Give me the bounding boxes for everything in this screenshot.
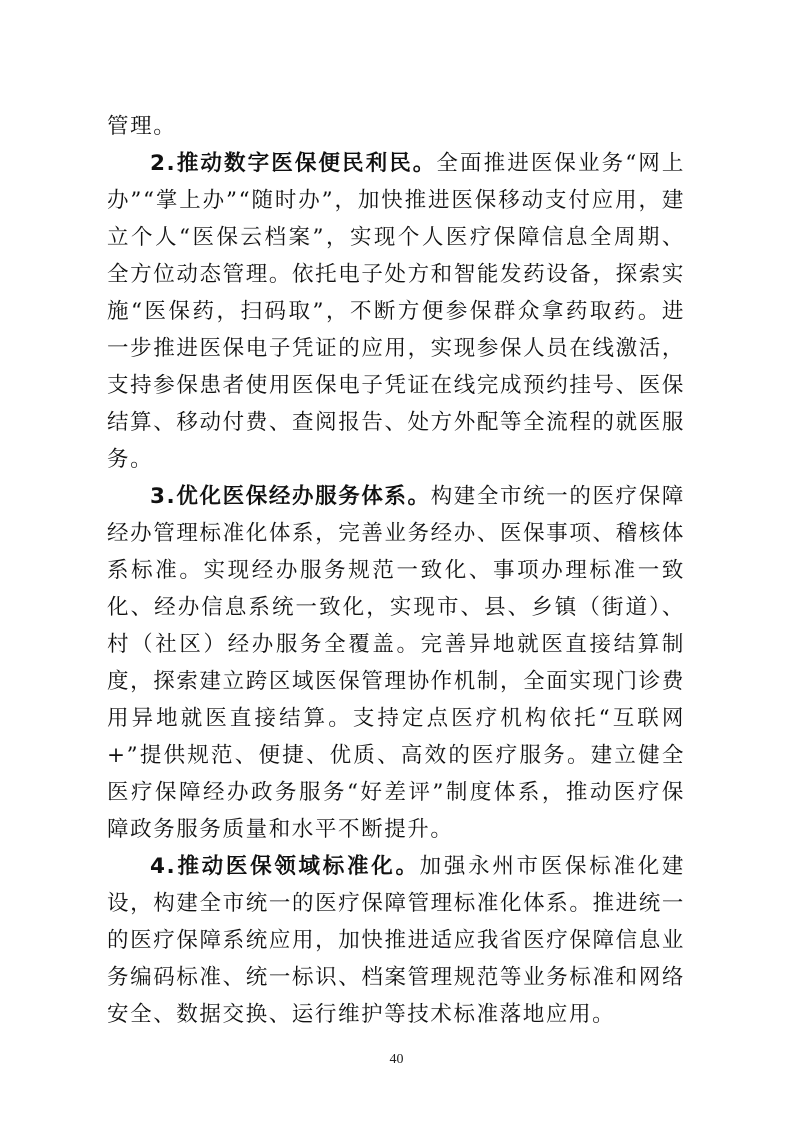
paragraph-text: 全面推进医保业务“网上办”“掌上办”“随时办”，加快推进医保移动支付应用，建立个人“医保云档案”，实现个人医疗保障信息全周期、全方位动态管理。依托电子处方和智能发药设备，探索实施“医保药，扫码取”，不断方便参保群众拿药取药。进一步推进医保电子凭证的应用，实现参保人员在线激活，支持参保患者使用医保电子凭证在线完成预约挂号、医保结算、移动付费、查阅报告、处方外配等全流程的就医服务。	[107, 151, 686, 472]
paragraph-text: 加强永州市医保标准化建设，构建全市统一的医疗保障管理标准化体系。推进统一的医疗保障系统应用，加快推进适应我省医疗保障信息业务编码标准、统一标识、档案管理规范等业务标准和网络安全、数据交换、运行维护等技术标准落地应用。	[107, 854, 685, 1027]
paragraph-heading: 4.推动医保领域标准化。	[150, 854, 420, 879]
paragraph-standardization	[107, 848, 685, 1033]
document-body	[107, 108, 685, 1033]
page-number: 40	[389, 1052, 404, 1067]
paragraph-heading: 2.推动数字医保便民利民。	[150, 151, 437, 176]
paragraph-text: 管理。	[107, 114, 177, 139]
paragraph-digital-medical-insurance	[107, 145, 685, 478]
paragraph-continuation	[107, 108, 685, 145]
paragraph-heading: 3.优化医保经办服务体系。	[150, 484, 431, 509]
paragraph-text: 构建全市统一的医疗保障经办管理标准化体系，完善业务经办、医保事项、稽核体系标准。实现经办服务规范一致化、事项办理标准一致化、经办信息系统一致化，实现市、县、乡镇（街道）、村（社区）经办服务全覆盖。完善异地就医直接结算制度，探索建立跨区域医保管理协作机制，全面实现门诊费用异地就医直接结算。支持定点医疗机构依托“互联网+”提供规范、便捷、优质、高效的医疗服务。建立健全医疗保障经办政务服务“好差评”制度体系，推动医疗保障政务服务质量和水平不断提升。	[107, 484, 685, 842]
paragraph-service-system	[107, 478, 685, 848]
